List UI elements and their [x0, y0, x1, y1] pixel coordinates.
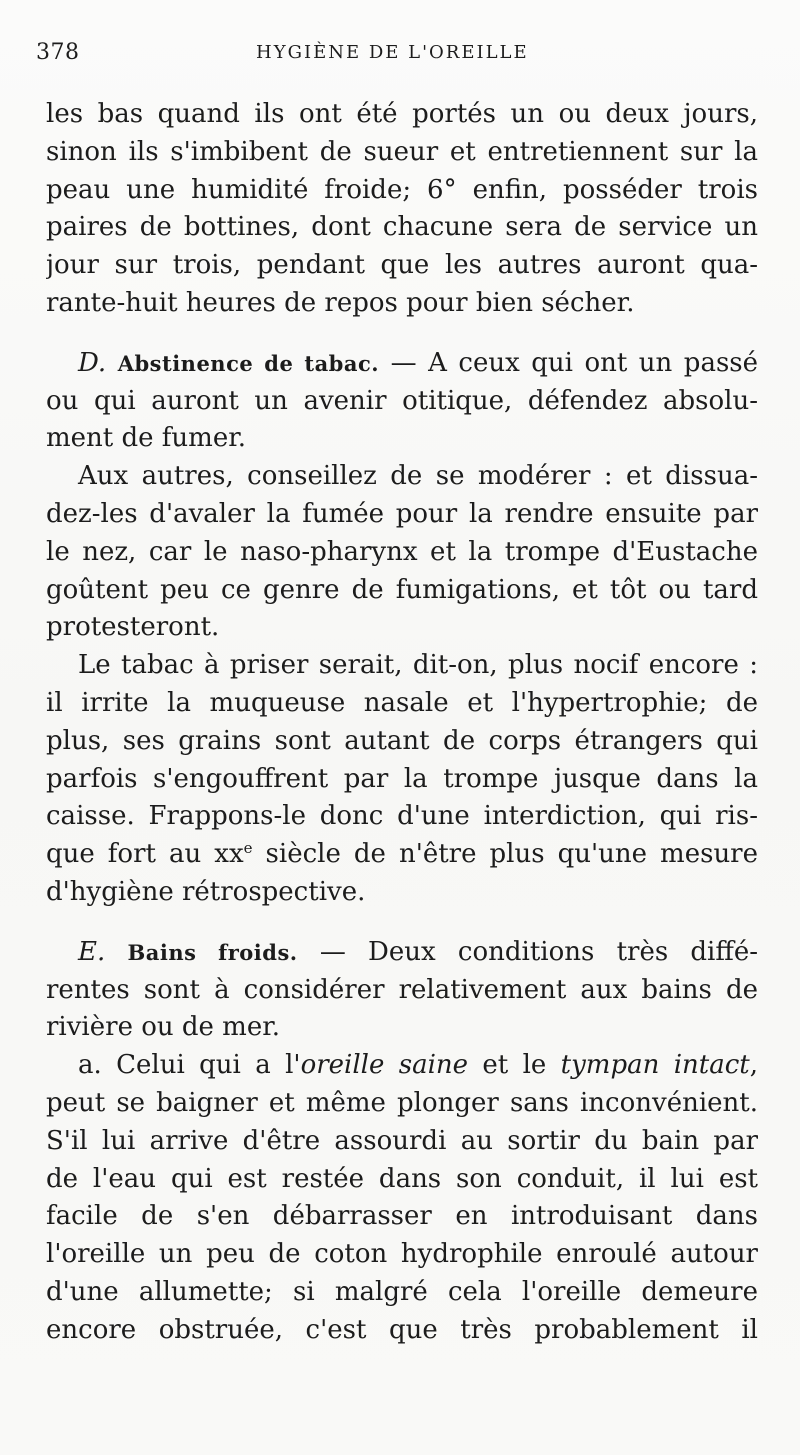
text-run: que fort au xx: [46, 839, 244, 870]
text-line: ment de fumer.: [46, 423, 247, 454]
section-letter: D.: [78, 347, 107, 378]
text-line: [46, 836, 758, 874]
text-line: rivière ou de mer.: [46, 1012, 281, 1043]
text-line: jour sur trois, pendant que les autres auront qua-: [46, 250, 758, 281]
text-line: il irrite la muqueuse nasale et l'hypertrophie; de: [46, 687, 758, 718]
text-line: d'hygiène rétrospective.: [46, 876, 366, 907]
text-line: facile de s'en débarrasser en introduisant dans: [46, 1201, 758, 1232]
page-header: [36, 40, 756, 70]
text-run: — Deux conditions très diffé-: [319, 936, 758, 967]
section-heading-line: [46, 345, 758, 383]
text-line: sinon ils s'imbibent de sueur et entretiennent sur la: [46, 136, 758, 167]
text-line: S'il lui arrive d'être assourdi au sortir du bain par: [46, 1125, 758, 1156]
page-number: 378: [36, 40, 80, 65]
text-run: et le: [468, 1050, 561, 1081]
text-run: — A ceux qui ont un passé: [390, 347, 758, 378]
text-line: paires de bottines, dont chacune sera de service un: [46, 212, 758, 243]
italic-run: tympan intact: [560, 1050, 750, 1081]
section-heading-line: [46, 934, 758, 972]
section-title: Abstinence de tabac.: [117, 350, 380, 376]
text-line: dez-les d'avaler la fumée pour la rendre ensuite par: [46, 498, 758, 529]
text-line: ou qui auront un avenir otitique, défendez absolu-: [46, 385, 758, 416]
text-line: rante-huit heures de repos pour bien sécher.: [46, 287, 635, 318]
text-line: Aux autres, conseillez de se modérer : et dissua-: [78, 461, 758, 492]
text-line: parfois s'engouffrent par la trompe jusque dans la: [46, 763, 758, 794]
text-line: le nez, car le naso-pharynx et la trompe d'Eustache: [46, 536, 758, 567]
text-line: goûtent peu ce genre de fumigations, et tôt ou tard: [46, 574, 758, 605]
text-line: peut se baigner et même plonger sans inconvénient.: [46, 1087, 758, 1118]
section-gap: [46, 323, 758, 345]
text-run: ,: [749, 1050, 758, 1081]
text-line: encore obstruée, c'est que très probablement il: [46, 1314, 758, 1345]
text-line: les bas quand ils ont été portés un ou deux jours,: [46, 99, 758, 129]
text-line: caisse. Frappons-le donc d'une interdiction, qui ris-: [46, 801, 758, 832]
text-line: peau une humidité froide; 6° enfin, posséder trois: [46, 174, 758, 205]
text-line: plus, ses grains sont autant de corps étrangers qui: [46, 725, 758, 756]
text-line: l'oreille un peu de coton hydrophile enroulé autour: [46, 1239, 758, 1270]
running-title: HYGIÈNE DE L'OREILLE: [256, 42, 529, 63]
italic-run: oreille saine: [300, 1050, 469, 1081]
text-line: Le tabac à priser serait, dit-on, plus nocif encore :: [78, 650, 758, 681]
body-text: [46, 96, 758, 1350]
superscript: e: [243, 839, 253, 858]
text-line: d'une allumette; si malgré cela l'oreille demeure: [46, 1276, 758, 1307]
text-line: [46, 1047, 758, 1085]
section-title: Bains froids.: [127, 939, 298, 965]
text-run: a. Celui qui a l': [78, 1050, 301, 1081]
text-line: rentes sont à considérer relativement aux bains de: [46, 974, 758, 1005]
text-line: de l'eau qui est restée dans son conduit, il lui est: [46, 1163, 758, 1194]
text-line: protesteront.: [46, 612, 220, 643]
section-gap: [46, 912, 758, 934]
text-run: siècle de n'être plus qu'une mesure: [252, 839, 758, 870]
section-letter: E.: [78, 936, 106, 967]
